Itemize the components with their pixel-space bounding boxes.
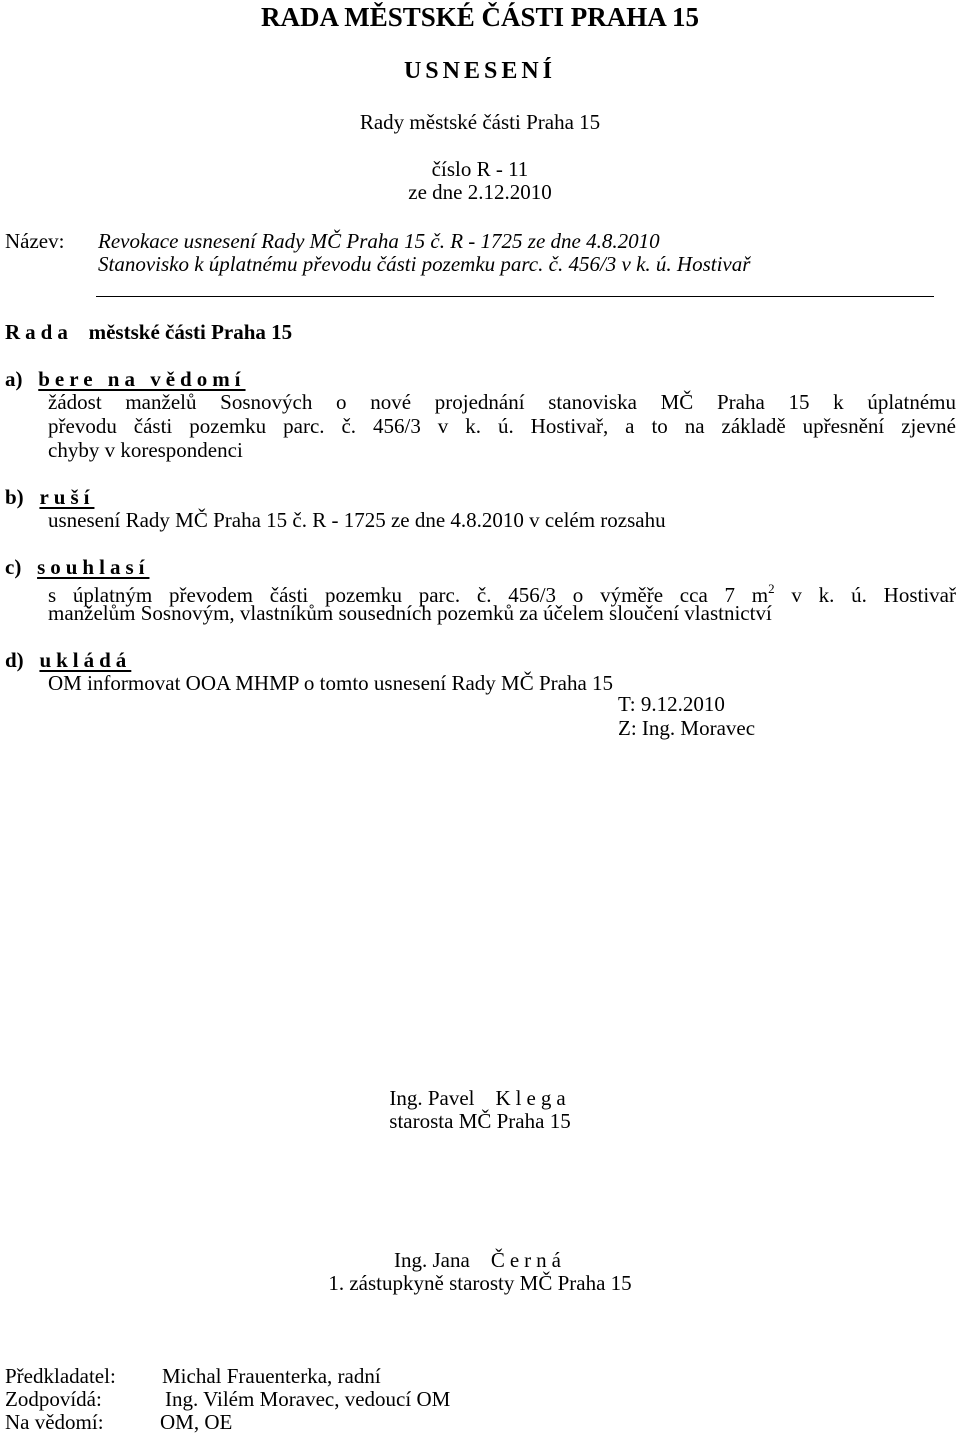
section-c-verb: souhlasí (37, 555, 150, 579)
mayor-name-prefix: Ing. Pavel (389, 1086, 475, 1110)
subject-line-2: Stanovisko k úplatnému převodu části pozemku parc. č. 456/3 v k. ú. Hostivař (98, 252, 751, 276)
body-heading (5, 320, 292, 344)
section-b-line-1: usnesení Rady MČ Praha 15 č. R - 1725 ze dne 4.8.2010 v celém rozsahu (48, 508, 666, 532)
section-d-deadline: T: 9.12.2010 (618, 692, 725, 716)
responsible-label: Zodpovídá: (5, 1387, 102, 1411)
section-a-heading (5, 367, 246, 391)
submitter-value: Michal Frauenterka, radní (162, 1364, 381, 1388)
section-d-responsible: Z: Ing. Moravec (618, 716, 756, 740)
submitter-label: Předkladatel: (5, 1364, 116, 1388)
area-unit-superscript: 2 (768, 581, 775, 596)
section-c-line-1-a: s úplatným převodem části pozemku parc. č. 456/3 o výměře cca 7 m (48, 583, 769, 607)
section-d-line-1: OM informovat OOA MHMP o tomto usnesení Rady MČ Praha 15 (48, 671, 614, 695)
subject-label: Název: (5, 229, 65, 253)
section-a-verb: bere na vědomí (38, 367, 246, 391)
subject-line-1: Revokace usnesení Rady MČ Praha 15 č. R - 1725 ze dne 4.8.2010 (98, 229, 660, 253)
section-b-letter: b) (5, 485, 24, 509)
notified-label: Na vědomí: (5, 1410, 104, 1434)
body-heading-rada: Rada (5, 320, 73, 344)
section-a-line-2: převodu části pozemku parc. č. 456/3 v k. ú. Hostivař, a to na základě upřesnění zjevné (48, 414, 956, 438)
section-b-heading (5, 485, 94, 509)
document-type: USNESENÍ (403, 58, 557, 84)
section-d-heading (5, 648, 131, 672)
notified-value: OM, OE (160, 1410, 233, 1434)
resolution-number: číslo R - 11 (431, 157, 529, 181)
section-d-verb: ukládá (39, 648, 132, 672)
issuer: Rady městské části Praha 15 (359, 110, 601, 134)
deputy-title: 1. zástupkyně starosty MČ Praha 15 (328, 1271, 632, 1295)
deputy-name-prefix: Ing. Jana (394, 1248, 470, 1272)
mayor-title: starosta MČ Praha 15 (389, 1109, 571, 1133)
resolution-date: ze dne 2.12.2010 (408, 180, 552, 204)
section-c-line-1-b: v k. ú. Hostivař (791, 583, 956, 607)
mayor-name (0, 1086, 960, 1110)
responsible-value: Ing. Vilém Moravec, vedoucí OM (165, 1387, 451, 1411)
council-title: RADA MĚSTSKÉ ČÁSTI PRAHA 15 (260, 2, 700, 32)
section-a-line-3: chyby v korespondenci (48, 438, 243, 462)
section-c-heading (5, 555, 149, 579)
section-b-verb: ruší (39, 485, 95, 509)
mayor-surname: Klega (495, 1086, 571, 1110)
header-divider (96, 296, 934, 297)
section-c-line-2: manželům Sosnovým, vlastníkům sousedních pozemků za účelem sloučení vlastnictví (48, 601, 772, 625)
section-a-line-1: žádost manželů Sosnových o nové projednání stanoviska MČ Praha 15 k úplatnému (48, 390, 956, 414)
deputy-surname: Černá (490, 1248, 566, 1272)
section-a-letter: a) (5, 367, 23, 391)
section-d-letter: d) (5, 648, 24, 672)
section-c-letter: c) (5, 555, 22, 579)
body-heading-rest: městské části Praha 15 (88, 320, 293, 344)
deputy-name (0, 1248, 960, 1272)
